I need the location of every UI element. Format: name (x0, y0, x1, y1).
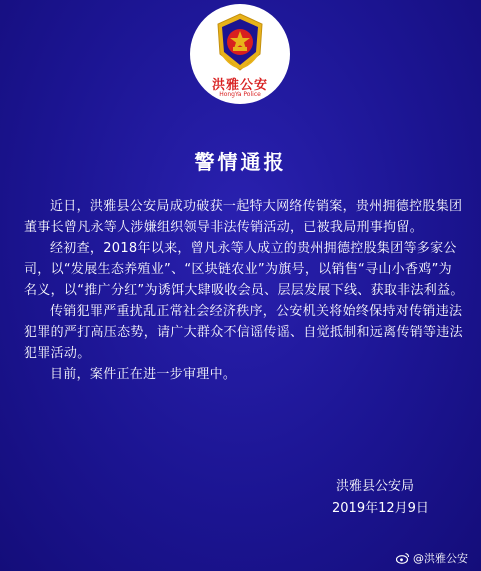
brand-name-cn: 洪雅公安 (211, 78, 268, 93)
weibo-icon (396, 552, 410, 564)
notice-body (24, 196, 464, 385)
page-title: 警情通报 (194, 150, 287, 174)
signature-block (332, 476, 472, 520)
paragraph-3: 传销犯罪严重扰乱正常社会经济秩序，公安机关将始终保持对传销违法犯罪的严打高压态势，请广大群众不信谣传谣、自觉抵制和远离传销等违法犯罪活动。 (24, 304, 463, 361)
brand-name-en: HongYa Police (219, 91, 261, 98)
paragraph-1: 近日，洪雅县公安局成功破获一起特大网络传销案，贵州拥德控股集团董事长曾凡永等人涉嫌组织领导非法传销活动，已被我局刑事拘留。 (24, 199, 463, 235)
signature-date: 2019年12月9日 (332, 501, 429, 516)
paragraph-4: 目前，案件正在进一步审理中。 (50, 367, 237, 382)
weibo-watermark (396, 550, 468, 566)
signature-org: 洪雅县公安局 (336, 479, 415, 494)
weibo-handle[interactable]: @洪雅公安 (413, 552, 468, 565)
paragraph-2: 经初查，2018年以来，曾凡永等人成立的贵州拥德控股集团等多家公司，以“发展生态养殖业”、“区块链农业”为旗号，以销售“寻山小香鸡”为名义，以“推广分红”为诱饵大肆吸收会员、层层发展下线、获取非法利益。 (24, 241, 464, 298)
